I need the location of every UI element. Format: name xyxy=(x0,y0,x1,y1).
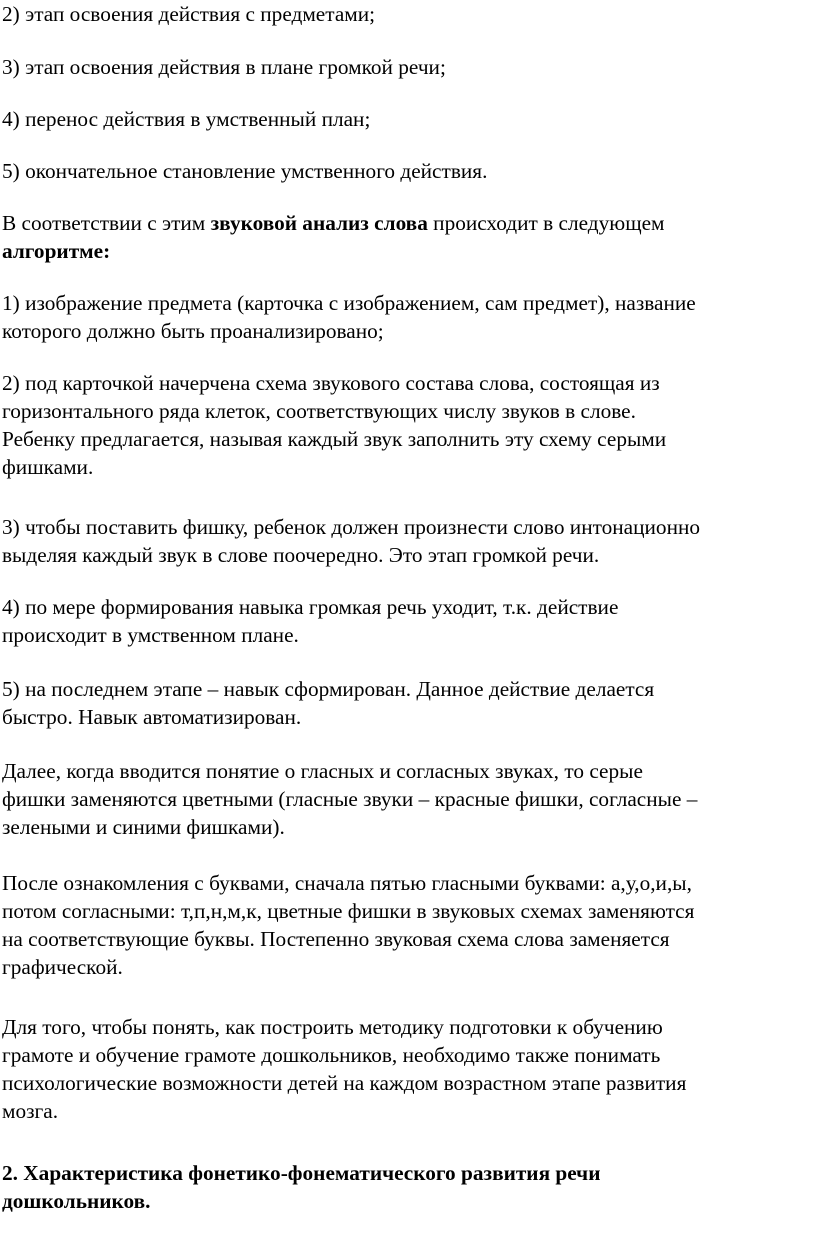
text-line: графической. xyxy=(2,955,123,979)
text-line: 4) перенос действия в умственный план; xyxy=(2,107,371,131)
text-line: быстро. Навык автоматизирован. xyxy=(2,705,302,729)
text-line: Далее, когда вводится понятие о гласных и согласных звуках, то серые xyxy=(2,759,643,783)
paragraph-colored-chips xyxy=(2,757,697,841)
text-line: 5) на последнем этапе – навык сформирован. Данное действие делается xyxy=(2,677,655,701)
text-line: мозга. xyxy=(2,1099,59,1123)
text-line: 3) чтобы поставить фишку, ребенок должен произнести слово интонационно xyxy=(2,515,701,539)
text-line xyxy=(2,237,665,265)
text-line: на соответствующие буквы. Постепенно звуковая схема слова заменяется xyxy=(2,927,670,951)
bold-term: звуковой анализ слова xyxy=(210,211,428,235)
heading-line: 2. Характеристика фонетико-фонематического развития речи xyxy=(2,1161,601,1185)
text-line: После ознакомления с буквами, сначала пятью гласными буквами: а,у,о,и,ы, xyxy=(2,871,692,895)
text-line: которого должно быть проанализировано; xyxy=(2,319,384,343)
text-run: В соответствии с этим xyxy=(2,211,211,235)
text-line: 2) этап освоения действия с предметами; xyxy=(2,2,376,26)
paragraph-step-5 xyxy=(2,675,654,731)
text-line: 4) по мере формирования навыка громкая речь уходит, т.к. действие xyxy=(2,595,619,619)
section-heading xyxy=(2,1159,600,1215)
text-line: фишки заменяются цветными (гласные звуки – красные фишки, согласные – xyxy=(2,787,698,811)
paragraph-stage-2 xyxy=(2,0,375,28)
text-line: Ребенку предлагается, называя каждый звук заполнить эту схему серыми xyxy=(2,427,667,451)
paragraph-stage-3 xyxy=(2,53,446,81)
text-line: Для того, чтобы понять, как построить методику подготовки к обучению xyxy=(2,1015,663,1039)
paragraph-methodology xyxy=(2,1013,686,1125)
text-line: зелеными и синими фишками). xyxy=(2,815,285,839)
text-line: потом согласными: т,п,н,м,к, цветные фишки в звуковых схемах заменяются xyxy=(2,899,695,923)
text-line: фишками. xyxy=(2,455,94,479)
text-line: 1) изображение предмета (карточка с изображением, сам предмет), название xyxy=(2,291,696,315)
text-line: 3) этап освоения действия в плане громкой речи; xyxy=(2,55,446,79)
paragraph-step-2 xyxy=(2,369,666,481)
paragraph-letters xyxy=(2,869,694,981)
text-run: происходит в следующем xyxy=(427,211,665,235)
text-line: выделяя каждый звук в слове поочередно. Это этап громкой речи. xyxy=(2,543,600,567)
paragraph-step-1 xyxy=(2,289,696,345)
text-line: происходит в умственном плане. xyxy=(2,623,299,647)
heading-line: дошкольников. xyxy=(2,1189,151,1213)
text-line: горизонтального ряда клеток, соответствующих числу звуков в слове. xyxy=(2,399,636,423)
text-line: психологические возможности детей на каждом возрастном этапе развития xyxy=(2,1071,687,1095)
paragraph-stage-5 xyxy=(2,157,487,185)
text-line: 5) окончательное становление умственного действия. xyxy=(2,159,488,183)
bold-term: алгоритме: xyxy=(2,239,111,263)
text-line: 2) под карточкой начерчена схема звукового состава слова, состоящая из xyxy=(2,371,660,395)
paragraph-step-3 xyxy=(2,513,700,569)
paragraph-step-4 xyxy=(2,593,618,649)
text-line: грамоте и обучение грамоте дошкольников, необходимо также понимать xyxy=(2,1043,661,1067)
paragraph-algorithm-intro xyxy=(2,209,665,265)
paragraph-stage-4 xyxy=(2,105,370,133)
text-line xyxy=(2,209,665,237)
